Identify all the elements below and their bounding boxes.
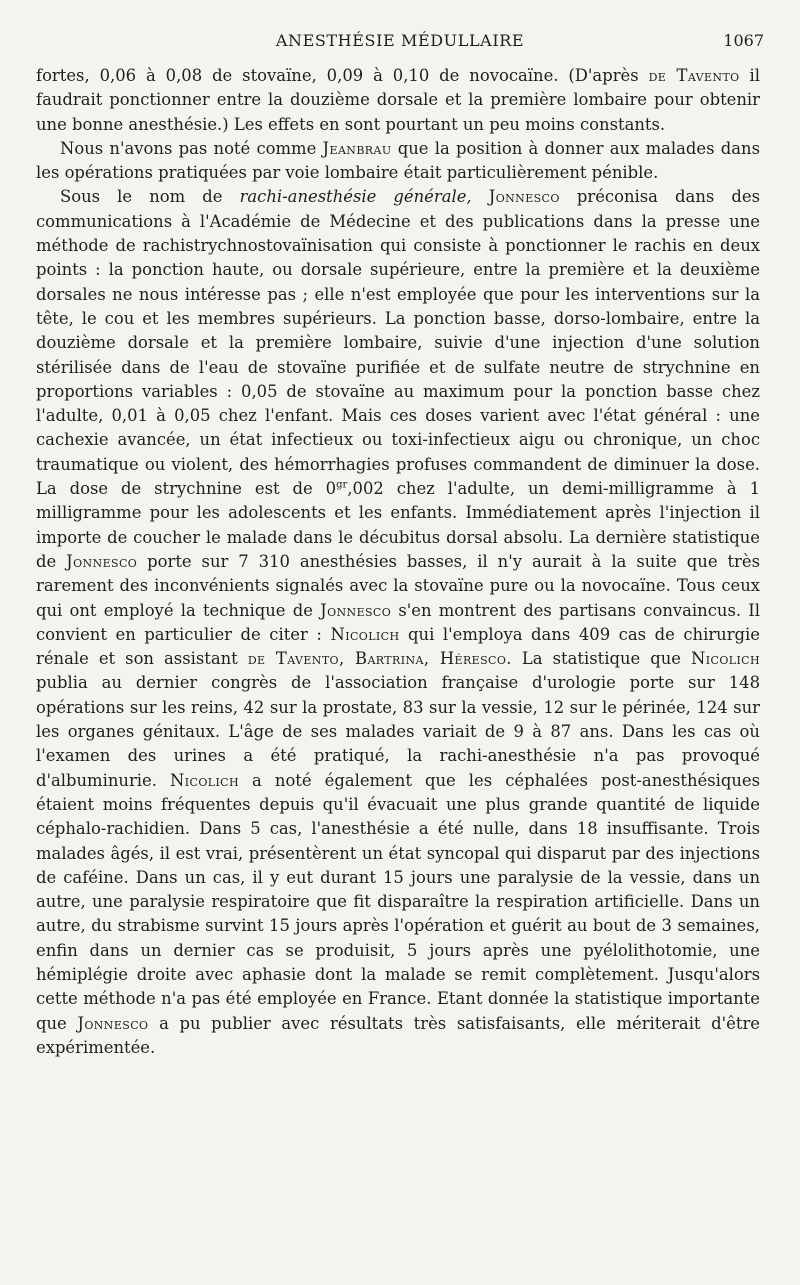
- paragraph-3: [36, 185, 760, 1060]
- running-title: ANESTHÉSIE MÉDULLAIRE: [275, 31, 525, 50]
- author-name: Jonnesco: [488, 187, 560, 207]
- body-text: [36, 64, 760, 1060]
- paragraph-2: [36, 137, 760, 186]
- text-run: [472, 187, 489, 206]
- author-name: Jonnesco: [77, 1013, 149, 1033]
- author-name: Jonnesco: [66, 551, 138, 571]
- page-number: 1067: [723, 31, 764, 50]
- text-run: porte sur 7 310 anesthésies basses, il n'y aurait à la suite que très rarement des inconvénients signalés avec la stovaïne pure ou la novocaïne. Tous ceux qui ont employé la technique de: [36, 551, 760, 620]
- text-run: Sous le nom de: [60, 187, 240, 207]
- text-run: a pu publier avec résultats très satisfaisants, elle mériterait d'être expérimentée.: [36, 1013, 760, 1057]
- page-header: [36, 28, 764, 54]
- unit-superscript: gr: [336, 479, 348, 491]
- author-name: de Tavento: [648, 66, 740, 85]
- text-run: fortes, 0,06 à 0,08 de stovaïne, 0,09 à 0,10 de novocaïne. (D'après: [36, 66, 649, 85]
- text-run: préconisa dans des communications à l'Académie de Médecine et des publications dans la presse une méthode de rachistrychnostovaïnisation qui consiste à ponctionner le rachis en deux points : la ponction haute, ou dorsale supérieure, entre la première et la deuxième dorsales ne nous intéresse pas ; elle n'est employée que pour les interventions sur la tête, le cou et les membres supérieurs. La ponction basse, dorso-lombaire, entre la douzième dorsale et la première lombaire, suivie d'une injection d'une solution stérilisée dans de l'eau de stovaïne purifiée et de sulfate neutre de strychnine en proportions variables : 0,05 de stovaïne au maximum pour la ponction basse chez l'adulte, 0,01 à 0,05 chez l'enfant. Mais ces doses varient avec l'état général : une cachexie avancée, un état infectieux ou toxi-infectieux aigu ou chronique, un choc traumatique ou violent, des hémorrhagies profuses commandent de diminuer la dose. La dose de strychnine est de 0: [36, 187, 760, 499]
- author-name: Nicolich: [691, 649, 760, 669]
- author-name: Nicolich: [330, 624, 400, 644]
- author-names: de Tavento, Bartrina, Héresco.: [247, 649, 512, 669]
- paragraph-1: [36, 64, 760, 137]
- author-name: Nicolich: [170, 770, 239, 790]
- text-run: ,002 chez l'adulte, un demi-milligramme à 1 milligramme pour les adolescents et les enfants. Immédiatement après l'injection il importe de coucher le malade dans le décubitus dorsal absolu. La dernière statistique de: [36, 479, 760, 571]
- text-run: a noté également que les céphalées post-anesthésiques étaient moins fréquentes depuis qu'il évacuait une plus grande quantité de liquide céphalo-rachidien. Dans 5 cas, l'anesthésie a été nulle, dans 18 insuffisante. Trois malades âgés, il est vrai, présentèrent un état syncopal qui disparut par des injections de caféine. Dans un cas, il y eut durant 15 jours une paralysie de la vessie, dans un autre, une paralysie respiratoire que fit disparaître la respiration artificielle. Dans un autre, du strabisme survint 15 jours après l'opération et guérit au bout de 3 semaines, enfin dans un dernier cas se produisit, 5 jours après une pyélolithotomie, une hémiplégie droite avec aphasie dont la malade se remit complètement. Jusqu'alors cette méthode n'a pas été employée en France. Etant donnée la statistique importante que: [36, 770, 761, 1033]
- text-run: que la position à donner aux malades dans les opérations pratiquées par voie lombaire était particulièrement pénible.: [36, 138, 760, 183]
- text-run: La statistique que: [511, 649, 692, 669]
- text-run: s'en montrent des partisans convaincus. Il convient en particulier de citer :: [36, 600, 760, 644]
- text-run: Nous n'avons pas noté comme: [60, 138, 323, 158]
- author-name: Jonnesco: [320, 600, 392, 620]
- italic-term: rachi-anesthésie générale,: [239, 187, 472, 207]
- text-run: qui l'employa dans 409 cas de chirurgie rénale et son assistant: [36, 624, 760, 669]
- text-run: il faudrait ponctionner entre la douzième dorsale et la première lombaire pour obtenir une bonne anesthésie.) Les effets en sont pourtant un peu moins constants.: [36, 66, 761, 134]
- text-run: publia au dernier congrès de l'association française d'urologie porte sur 148 opérations sur les reins, 42 sur la prostate, 83 sur la vessie, 12 sur le périnée, 124 sur les organes génitaux. L'âge de ses malades variait de 9 à 87 ans. Dans les cas où l'examen des urines a été pratiqué, la rachi-anesthésie n'a pas provoqué d'albuminurie.: [36, 673, 760, 790]
- author-name: Jeanbrau: [322, 138, 392, 158]
